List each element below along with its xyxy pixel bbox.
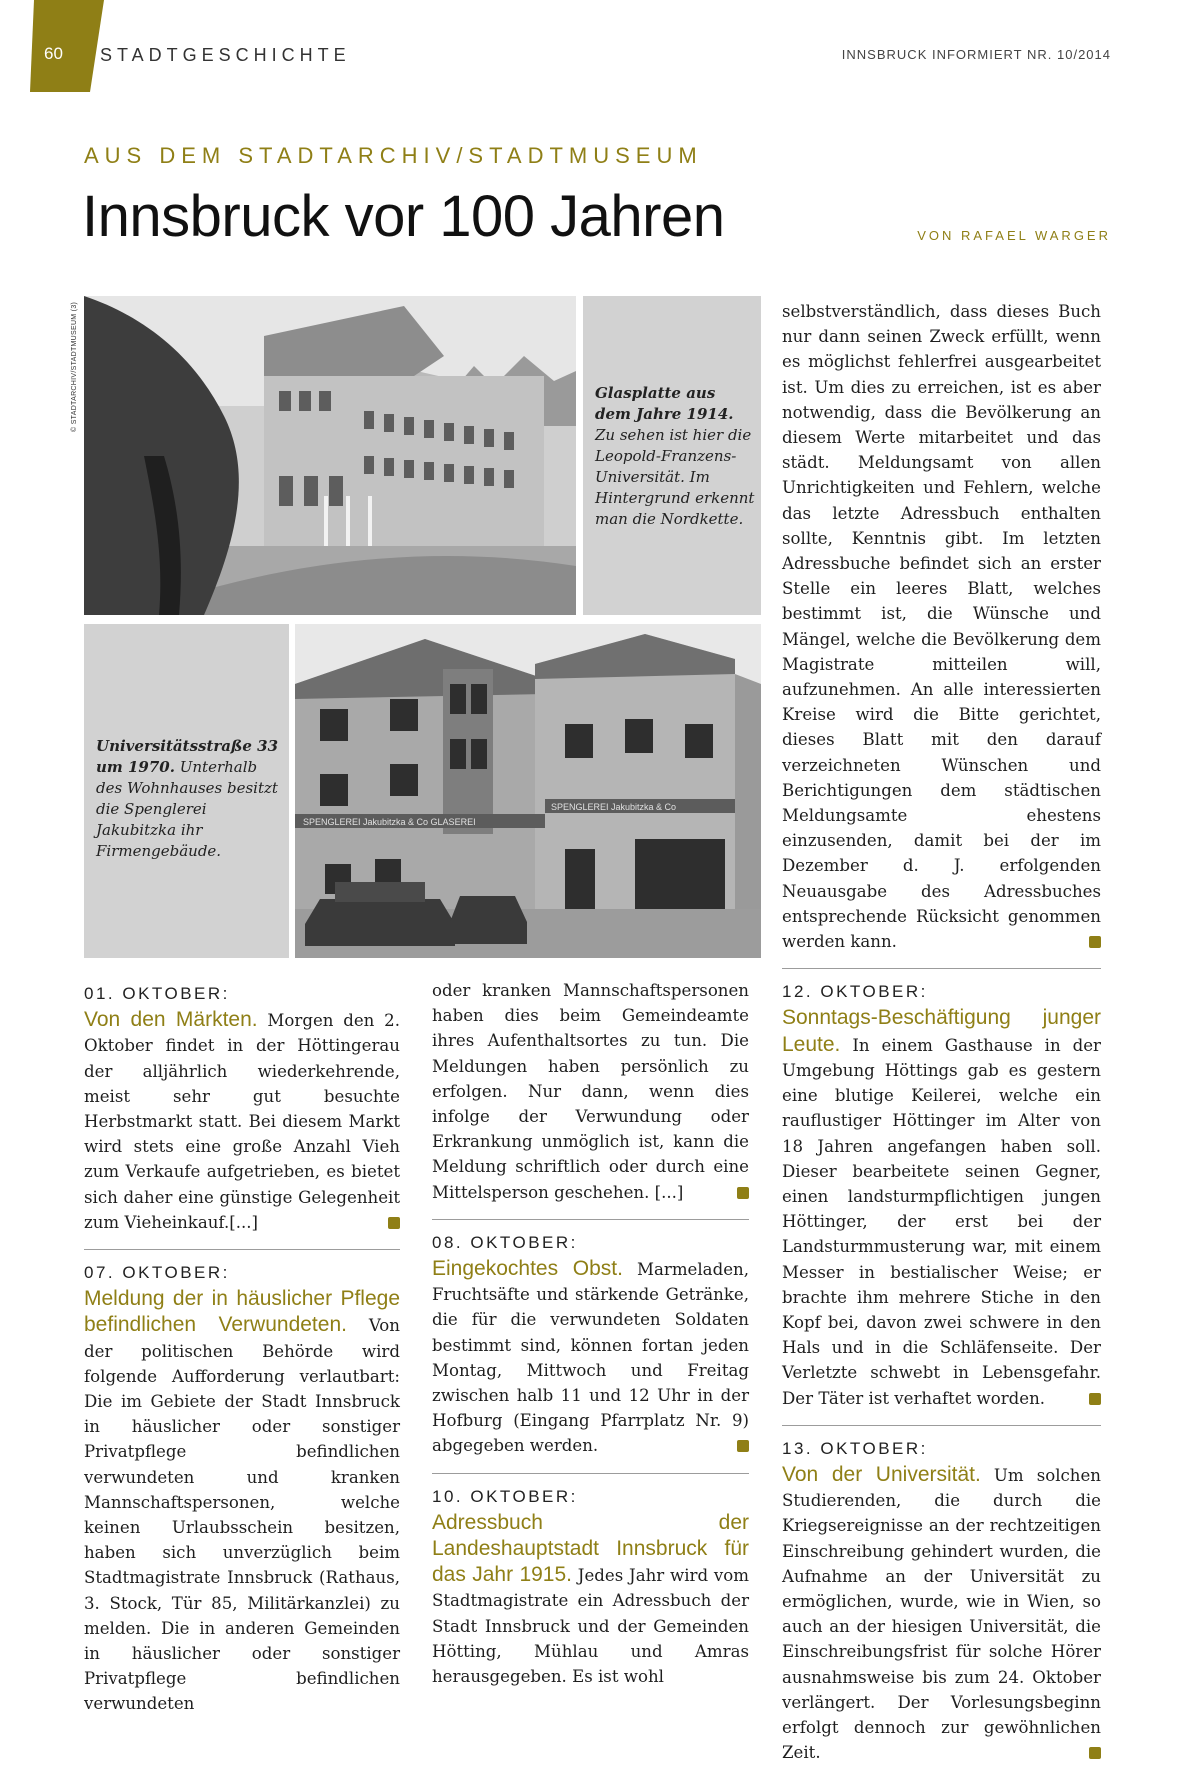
column-3 <box>782 299 1101 1765</box>
author-byline: VON RAFAEL WARGER <box>917 228 1111 243</box>
article-sunday-date: 12. OKTOBER: <box>782 982 928 1002</box>
street-photo <box>295 624 761 958</box>
kicker: AUS DEM STADTARCHIV/STADTMUSEUM <box>84 143 703 168</box>
page-title: Innsbruck vor 100 Jahren <box>82 184 725 249</box>
page-number: 60 <box>44 44 63 63</box>
street-caption-box <box>84 624 289 958</box>
article-wounded-body-continued: oder kranken Mannschaftspersonen haben dies beim Gemeindeamte ihres Aufenthaltsortes zu tun. Die Meldungen haben persönlich zu erfolgen. Nur dann, wenn dies infolge der Verwundung oder Erkrankung unmöglich ist, kann die Meldung schriftlich oder durch eine Mittelsperson geschehen. [...] <box>432 981 749 1202</box>
divider <box>432 1473 749 1474</box>
article-fruit-date: 08. OKTOBER: <box>432 1232 578 1252</box>
article-markets-date: 01. OKTOBER: <box>84 984 230 1003</box>
university-caption-bold: Glasplatte aus dem Jahre 1914. <box>595 384 734 423</box>
article-markets-body: Morgen den 2. Oktober findet in der Höttingerau der alljährlich wiederkehrende, meist sehr gut besuchte Herbstmarkt statt. Bei diesem Markt wird stets eine große Anzahl Vieh zum Verkaufe aufgetrieben, es bietet sich daher eine günstige Gelegenheit zum Vieheinkauf.[...] <box>84 1011 400 1232</box>
article-addressbook-date: 10. OKTOBER: <box>432 1486 578 1506</box>
section-label: STADTGESCHICHTE <box>100 45 351 65</box>
university-caption-box <box>583 296 761 615</box>
article-wounded <box>84 1260 400 1717</box>
divider <box>782 1425 1101 1426</box>
article-wounded-body: Von der politischen Behörde wird folgende Aufforderung verlautbart: Die im Gebiete der Stadt Innsbruck in häuslicher oder sonstiger Privatpflege befindlichen verwundeten und kranken Mannschaftspersonen, welche keinen Urlaubsschein besitzen, haben sich unverzüglich beim Stadtmagistrate Innsbruck (Rathaus, 3. Stock, Tür 85, Militärkanzlei) zu melden. Die in anderen Gemeinden in häuslicher oder sonstiger Privatpflege befindlichen verwundeten <box>84 1316 400 1714</box>
article-wounded-date: 07. OKTOBER: <box>84 1263 230 1283</box>
end-marker-icon <box>388 1217 400 1229</box>
end-marker-icon <box>1089 1393 1101 1405</box>
university-caption <box>595 383 755 530</box>
article-fruit-body: Marmeladen, Fruchtsäfte und stärkende Getränke, die für die verwundeten Soldaten bestimmt sind, können fortan jeden Montag, Mittwoch und Freitag zwischen halb 11 und 12 Uhr in der Hofburg (Eingang Pfarrplatz Nr. 9) abgegeben werden. <box>432 1260 749 1456</box>
article-markets <box>84 981 400 1235</box>
divider <box>432 1219 749 1220</box>
article-sunday-body: In einem Gasthause in der Umgebung Höttings gab es gestern eine blutige Keilerei, welche ein rauflustiger Höttinger im Alter von 18 Jahren angefangen haben soll. Dieser bearbeitete seinen Gegner, einen landsturmpflichtigen jungen Höttinger, der erst bei der Landsturmmusterung war, mit einem Messer in bestialischer Weise; er brachte ihm mehrere Stiche in den Kopf bei, davon zwei schwere in den Hals und in die Schläfenseite. Der Verletzte schwebt in Lebensgefahr. Der Täter ist verhaftet worden. <box>782 1035 1101 1408</box>
column-2 <box>432 978 749 1689</box>
end-marker-icon <box>737 1187 749 1199</box>
university-photo <box>84 296 576 615</box>
article-addressbook <box>432 1484 749 1690</box>
article-addressbook-body: Jedes Jahr wird vom Stadtmagistrate ein Adressbuch der Stadt Innsbruck und der Gemeinden Hötting, Mühlau und Amras herausgegeben. Es ist wohl <box>432 1566 749 1687</box>
article-sunday <box>782 979 1101 1410</box>
street-caption-bold: Universitätsstraße 33 um 1970. <box>96 737 279 776</box>
column-1 <box>84 981 400 1717</box>
photo-credit-text: © STADTARCHIV/STADTMUSEUM (3) <box>71 301 78 432</box>
article-sunday-headline: Sonntags-Beschäftigung junger Leute. <box>782 1006 1101 1056</box>
street-caption <box>96 736 284 862</box>
article-fruit-headline: Eingekochtes Obst. <box>432 1257 623 1281</box>
issue-label: INNSBRUCK INFORMIERT NR. 10/2014 <box>841 47 1111 62</box>
article-addressbook-headline: Adressbuch der Landeshauptstadt Innsbruck für das Jahr 1915. <box>432 1510 749 1587</box>
article-fruit <box>432 1230 749 1459</box>
divider <box>782 968 1101 969</box>
university-photo-drawing <box>84 296 576 615</box>
university-caption-text: Zu sehen ist hier die Leopold-Franzens-Universität. Im Hintergrund erkennt man die Nordkette. <box>595 426 755 528</box>
article-wounded-headline: Meldung der in häuslicher Pflege befindlichen Verwundeten. <box>84 1287 400 1337</box>
end-marker-icon <box>1089 1747 1101 1759</box>
article-addressbook-body-continued: selbstverständlich, dass dieses Buch nur dann seinen Zweck erfüllt, wenn es möglichst fehlerfrei ausgearbeitet ist. Um dies zu erreichen, ist es aber notwendig, dass die Bevölkerung an diesem Werte mitarbeitet und das städt. Meldungsamt von allen Unrichtigkeiten und Fehlern, welche das letzte Adressbuch enthalten sollte, Kenntnis gibt. Im letzten Adressbuche befindet sich an erster Stelle ein leeres Blatt, welches bestimmt ist, die Wünsche und Mängel, welche die Bevölkerung dem Magistrate mitteilen will, aufzunehmen. An alle interessierten Kreise wird die Bitte gerichtet, dieses Blatt mit den darauf verzeichneten Wünschen und Berichtigungen dem städtischen Meldungsamte ehestens einzusenden, damit bei der im Dezember d. J. erfolgenden Neuausgabe des Adressbuches entsprechende Rücksicht genommen werden kann. <box>782 302 1101 952</box>
article-university-body: Um solchen Studierenden, die durch die Kriegsereignisse an der rechtzeitigen Einschreibung gehindert wurden, die Aufnahme an der Universität zu ermöglichen, wurde, wie in Wien, so auch an der hiesigen Universität, die Einschreibungsfrist für solche Hörer ausnahmsweise bis zum 24. Oktober verlängert. Der Vorlesungsbeginn erfolgt dennoch zur gewöhnlichen Zeit. <box>782 1465 1101 1763</box>
end-marker-icon <box>1089 936 1101 948</box>
street-caption-text: Unterhalb des Wohnhauses besitzt die Spenglerei Jakubitzka ihr Firmengebäude. <box>96 758 278 860</box>
photo-credit <box>71 292 83 432</box>
street-photo-drawing <box>295 624 761 958</box>
article-university-date: 13. OKTOBER: <box>782 1438 928 1458</box>
left-building-sign: SPENGLEREI Jakubitzka & Co GLASEREI <box>303 817 476 827</box>
article-university-headline: Von der Universität. <box>782 1462 981 1486</box>
end-marker-icon <box>737 1440 749 1452</box>
article-markets-headline: Von den Märkten. <box>84 1008 258 1032</box>
right-building-sign: SPENGLEREI Jakubitzka & Co <box>551 802 677 812</box>
divider <box>84 1249 400 1250</box>
article-university <box>782 1436 1101 1765</box>
